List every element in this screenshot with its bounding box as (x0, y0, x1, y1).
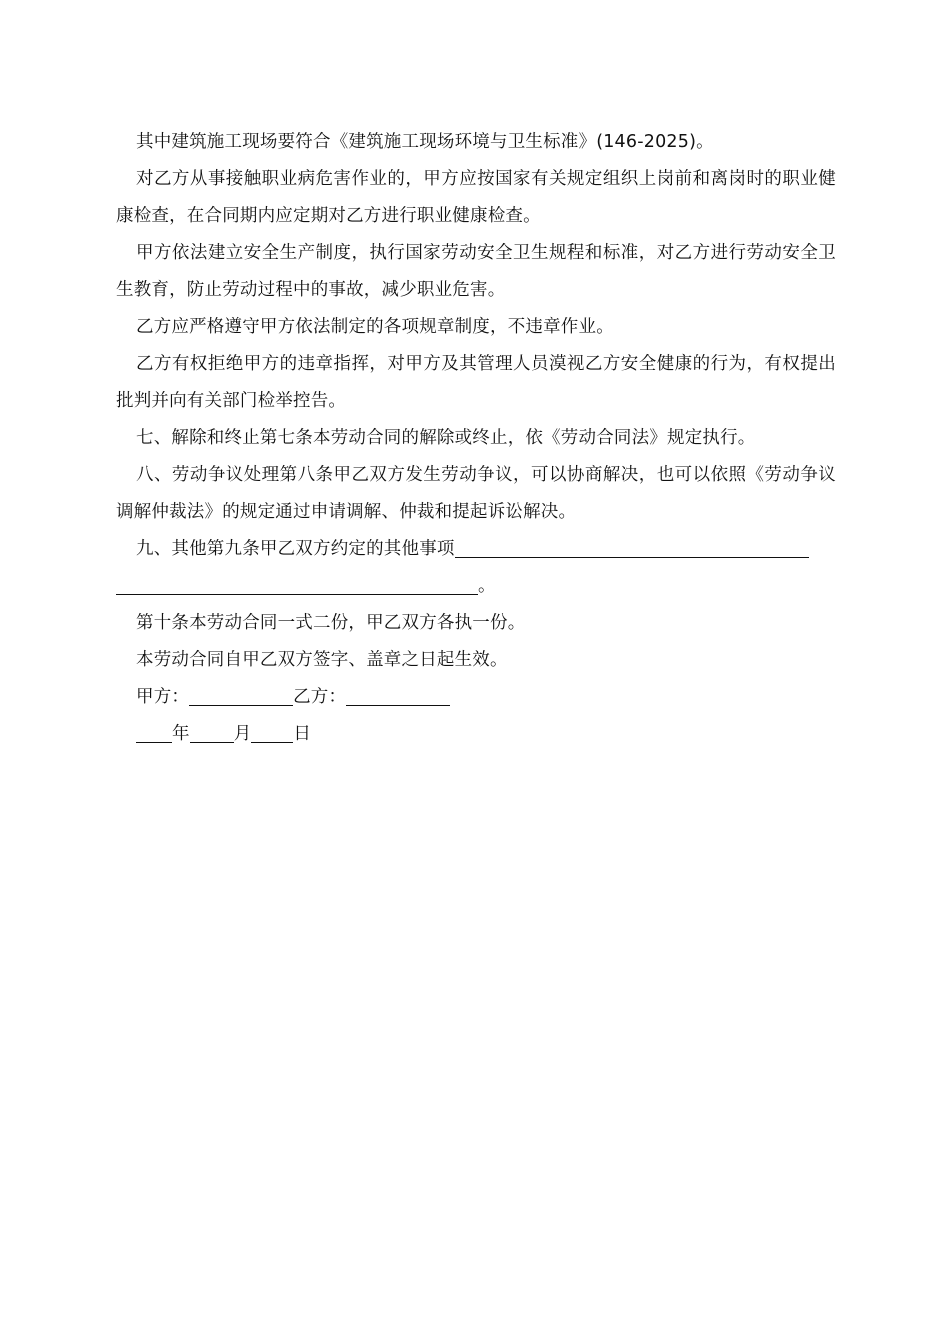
clause-9-line-1 (116, 531, 836, 568)
clause-9-blank-2[interactable] (116, 572, 478, 595)
contract-body (116, 124, 836, 753)
paragraph-clause-9 (116, 531, 836, 605)
paragraph-effective: 本劳动合同自甲乙双方签字、盖章之日起生效。 (136, 650, 508, 670)
paragraph-health-check: 对乙方从事接触职业病危害作业的，甲方应按国家有关规定组织上岗前和离岗时的职业健康检查，在合同期内应定期对乙方进行职业健康检查。 (116, 169, 836, 226)
year-label: 年 (172, 724, 190, 744)
day-label: 日 (293, 724, 312, 744)
paragraph-safety-system: 甲方依法建立安全生产制度，执行国家劳动安全卫生规程和标准，对乙方进行劳动安全卫生教育，防止劳动过程中的事故，减少职业危害。 (116, 243, 836, 300)
party-a-label: 甲方： (136, 687, 190, 707)
party-b-label: 乙方： (293, 687, 347, 707)
month-field[interactable] (190, 720, 234, 743)
clause-9-text: 九、其他第九条甲乙双方约定的其他事项 (136, 539, 455, 559)
month-label: 月 (233, 724, 252, 744)
paragraph-clause-8: 八、劳动争议处理第八条甲乙双方发生劳动争议，可以协商解决，也可以依照《劳动争议调解仲裁法》的规定通过申请调解、仲裁和提起诉讼解决。 (116, 465, 836, 522)
date-line (116, 716, 836, 753)
day-field[interactable] (251, 720, 293, 743)
paragraph-refuse-orders: 乙方有权拒绝甲方的违章指挥，对甲方及其管理人员漠视乙方安全健康的行为，有权提出批判并向有关部门检举控告。 (116, 354, 836, 411)
paragraph-clause-10: 第十条本劳动合同一式二份，甲乙双方各执一份。 (136, 613, 526, 633)
signature-line (116, 679, 836, 716)
party-b-signature-field[interactable] (346, 683, 450, 706)
clause-9-end-mark: 。 (478, 576, 496, 596)
year-field[interactable] (136, 720, 172, 743)
paragraph-construction-standard: 其中建筑施工现场要符合《建筑施工现场环境与卫生标准》(146-2025)。 (136, 132, 714, 152)
party-a-signature-field[interactable] (189, 683, 293, 706)
clause-9-line-2 (116, 568, 836, 605)
paragraph-clause-7: 七、解除和终止第七条本劳动合同的解除或终止，依《劳动合同法》规定执行。 (136, 428, 756, 448)
paragraph-obey-rules: 乙方应严格遵守甲方依法制定的各项规章制度，不违章作业。 (136, 317, 614, 337)
clause-9-blank-1[interactable] (455, 535, 809, 558)
